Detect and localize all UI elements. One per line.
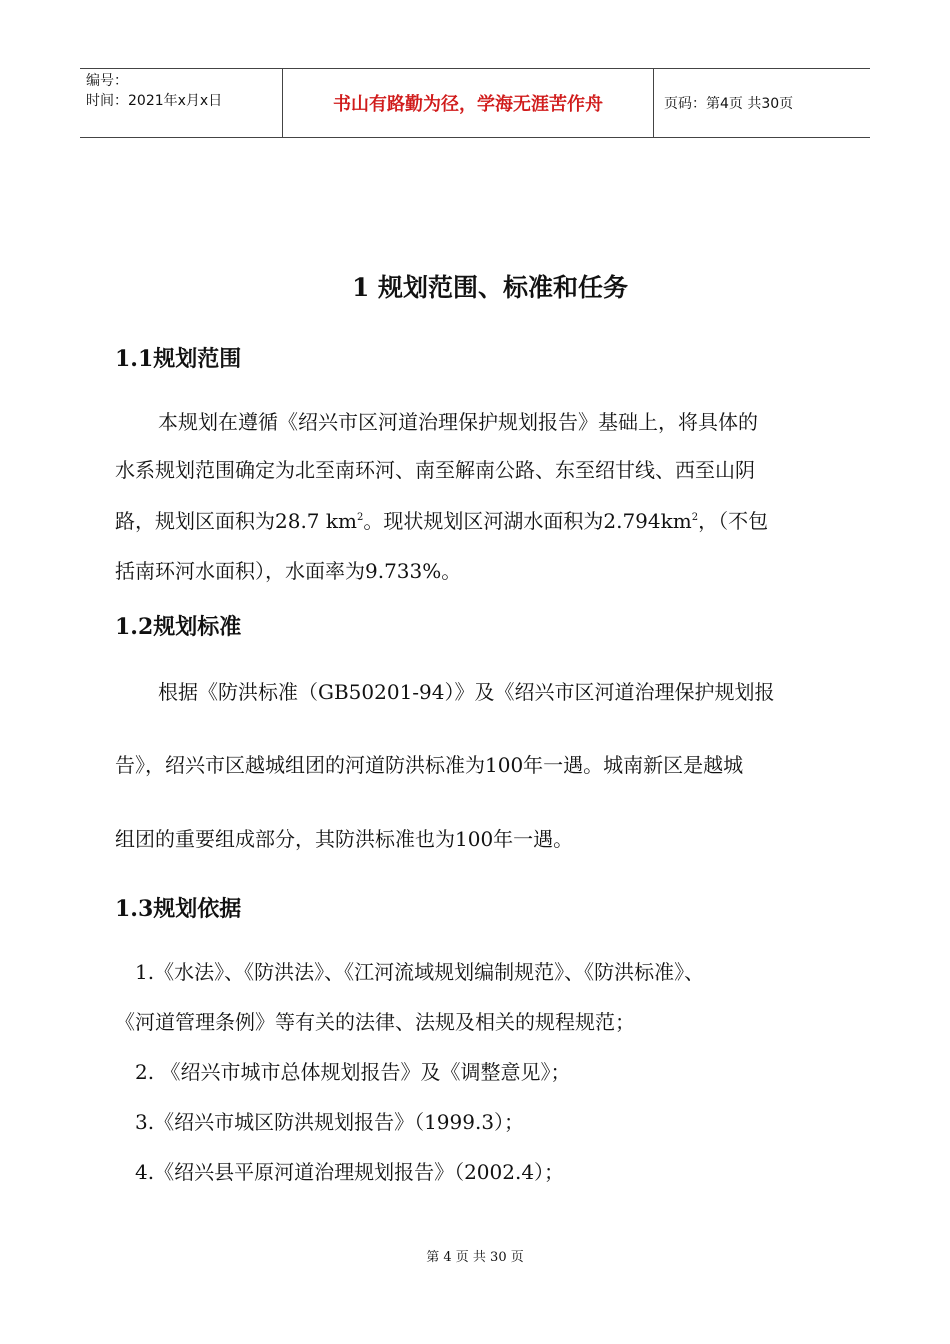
header-motto: 书山有路勤为径，学海无涯苦作舟 [282,69,654,137]
s11-line3-part-b: 。现状规划区河湖水面积为2.794km [363,509,692,533]
s11-line3 [115,505,768,534]
s13-item3: 3.《绍兴市城区防洪规划报告》（1999.3）； [135,1110,525,1134]
s13-item4: 4.《绍兴县平原河道治理规划报告》（2002.4）； [135,1160,565,1184]
page-footer: 第 4 页 共 30 页 [426,1250,524,1265]
chapter-title: 1 规划范围、标准和任务 [351,273,629,302]
s11-line3-part-c: ，（不包 [698,509,769,533]
s13-item2: 2. 《绍兴市城市总体规划报告》及《调整意见》； [135,1060,571,1084]
s11-line2: 水系规划范围确定为北至南环河、南至解南公路、东至绍甘线、西至山阴 [115,458,755,482]
s11-line4: 括南环河水面积），水面率为9.733%。 [115,559,462,583]
time-label: 时间：2021年x月x日 [86,93,223,109]
heading-1-2: 1.2规划标准 [115,614,242,640]
s12-line1: 根据《防洪标准（GB50201-94）》及《绍兴市区河道治理保护规划报 [158,680,775,704]
s11-line3-part-a: 路，规划区面积为28.7 km [115,509,357,533]
heading-1-1: 1.1规划范围 [115,346,242,372]
header-page-info: 页码：第4页 共30页 [664,96,794,112]
heading-1-3: 1.3规划依据 [115,896,242,922]
s13-item1b: 《河道管理条例》等有关的法律、法规及相关的规程规范； [115,1010,635,1034]
s12-line3: 组团的重要组成部分，其防洪标准也为100年一遇。 [115,827,574,851]
s13-item1a: 1.《水法》、《防洪法》、《江河流域规划编制规范》、《防洪标准》、 [135,960,705,984]
superscript-squared: 2 [691,512,699,523]
s11-line1: 本规划在遵循《绍兴市区河道治理保护规划报告》基础上，将具体的 [158,410,758,434]
header-meta [80,69,282,137]
s12-line2: 告》，绍兴市区越城组团的河道防洪标准为100年一遇。城南新区是越城 [115,753,744,777]
number-label: 编号： [86,73,128,89]
page-header [80,68,870,138]
superscript-squared: 2 [356,512,364,523]
